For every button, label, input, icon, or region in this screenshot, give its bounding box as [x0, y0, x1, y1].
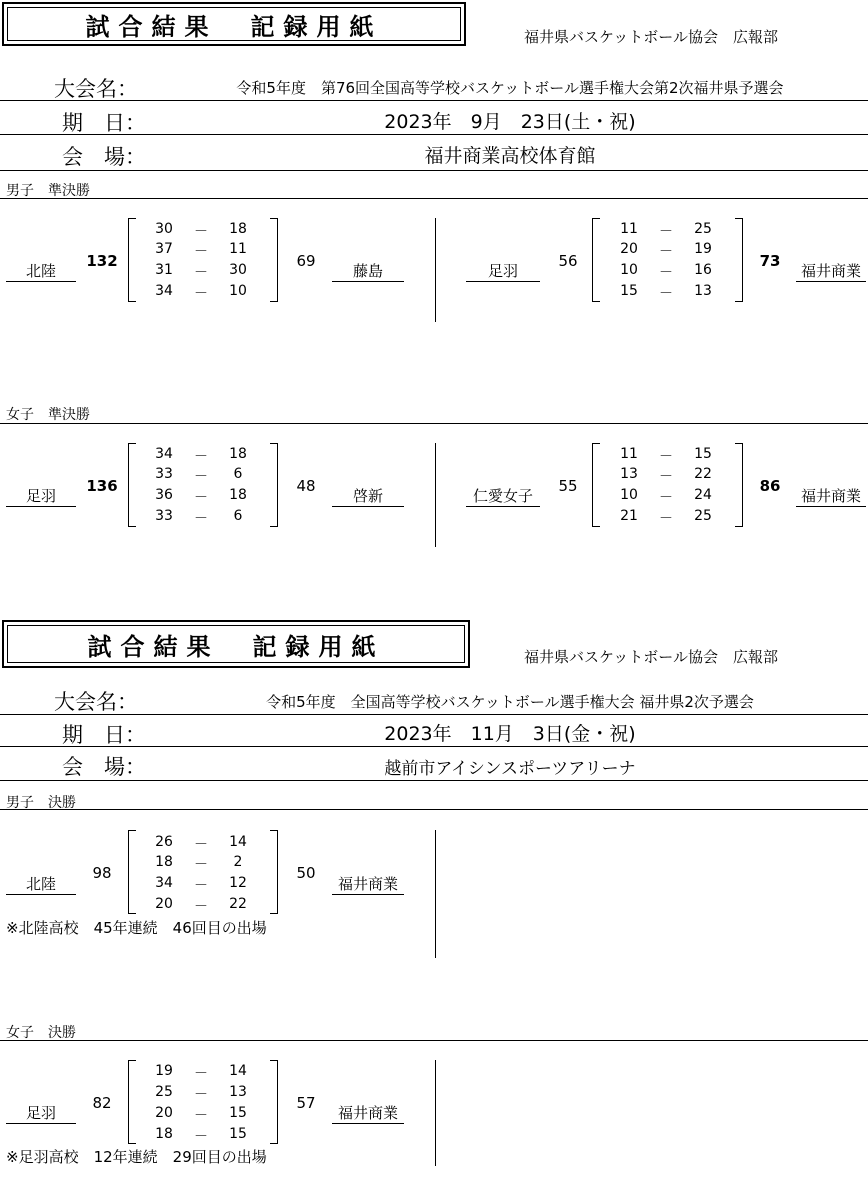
- total-score: 57: [296, 1094, 316, 1112]
- right-bracket: [270, 218, 278, 302]
- team-name: 啓新: [332, 487, 404, 507]
- total-score: 132: [86, 252, 118, 270]
- total-score: 55: [558, 477, 578, 495]
- game-separator: [435, 443, 436, 547]
- divider: [0, 100, 868, 101]
- quarter-score: 20 － 19: [620, 241, 712, 260]
- team-name: 仁愛女子: [466, 487, 540, 507]
- sheet1-venue: 福井商業高校体育館: [424, 145, 596, 167]
- quarter-score: 30 － 18: [155, 221, 247, 240]
- section-heading: 女子 準決勝: [6, 407, 90, 423]
- quarter-score: 19 － 14: [155, 1063, 247, 1082]
- sheet1-title-box: [2, 2, 466, 46]
- quarter-score: 11 － 25: [620, 221, 712, 240]
- team-name: 福井商業: [796, 487, 866, 507]
- team-name: 足羽: [6, 1104, 76, 1124]
- divider: [0, 1040, 868, 1041]
- total-score: 56: [558, 252, 578, 270]
- left-bracket: [128, 443, 136, 527]
- left-bracket: [592, 443, 600, 527]
- total-score: 69: [296, 252, 316, 270]
- total-score: 136: [86, 477, 118, 495]
- quarter-score: 10 － 24: [620, 487, 712, 506]
- team-name: 藤島: [332, 262, 404, 282]
- sheet1-venue-label: 会 場：: [62, 145, 146, 169]
- sheet2-venue-label: 会 場：: [62, 755, 146, 779]
- team-name: 北陸: [6, 875, 76, 895]
- sheet2-date: 2023年 11月 3日(金・祝): [384, 723, 636, 745]
- total-score: 73: [759, 252, 781, 270]
- section-heading: 男子 決勝: [6, 795, 76, 811]
- quarter-score: 34 － 18: [155, 446, 247, 465]
- team-name: 足羽: [466, 262, 540, 282]
- team-name: 足羽: [6, 487, 76, 507]
- left-bracket: [128, 1060, 136, 1144]
- sheet2-title: 試合結果 記録用紙: [87, 632, 385, 661]
- sheet2-organization: 福井県バスケットボール協会 広報部: [524, 648, 778, 666]
- left-bracket: [128, 830, 136, 914]
- total-score: 48: [296, 477, 316, 495]
- sheet2-title-box: [2, 620, 470, 668]
- game-separator: [435, 830, 436, 958]
- divider: [0, 134, 868, 135]
- divider: [0, 198, 868, 199]
- quarter-score: 11 － 15: [620, 446, 712, 465]
- quarter-score: 34 － 10: [155, 283, 247, 302]
- quarter-score: 18 － 15: [155, 1126, 247, 1145]
- team-name: 北陸: [6, 262, 76, 282]
- total-score: 86: [759, 477, 781, 495]
- sheet1-date-label: 期 日：: [62, 111, 146, 135]
- sheet1-organization: 福井県バスケットボール協会 広報部: [524, 28, 778, 46]
- divider: [0, 423, 868, 424]
- quarter-score: 25 － 13: [155, 1084, 247, 1103]
- quarter-score: 10 － 16: [620, 262, 712, 281]
- divider: [0, 809, 868, 810]
- divider: [0, 170, 868, 171]
- quarter-score: 36 － 18: [155, 487, 247, 506]
- right-bracket: [735, 218, 743, 302]
- sheet1-title: 試合結果 記録用紙: [85, 12, 383, 41]
- sheet2-date-label: 期 日：: [62, 723, 146, 747]
- quarter-score: 34 － 12: [155, 875, 247, 894]
- quarter-score: 33 － 6: [155, 466, 243, 485]
- game-separator: [435, 1060, 436, 1166]
- quarter-score: 21 － 25: [620, 508, 712, 527]
- divider: [0, 746, 868, 747]
- appearance-note: ※足羽高校 12年連続 29回目の出場: [6, 1148, 267, 1166]
- quarter-score: 20 － 15: [155, 1105, 247, 1124]
- game-separator: [435, 218, 436, 322]
- quarter-score: 13 － 22: [620, 466, 712, 485]
- quarter-score: 15 － 13: [620, 283, 712, 302]
- section-heading: 女子 決勝: [6, 1025, 76, 1041]
- right-bracket: [270, 1060, 278, 1144]
- sheet1-date: 2023年 9月 23日(土・祝): [384, 111, 636, 133]
- divider: [0, 714, 868, 715]
- section-heading: 男子 準決勝: [6, 183, 90, 199]
- total-score: 98: [92, 864, 112, 882]
- right-bracket: [270, 830, 278, 914]
- quarter-score: 31 － 30: [155, 262, 247, 281]
- quarter-score: 20 － 22: [155, 896, 247, 915]
- total-score: 50: [296, 864, 316, 882]
- quarter-score: 33 － 6: [155, 508, 243, 527]
- sheet2-venue: 越前市アイシンスポーツアリーナ: [384, 759, 636, 779]
- appearance-note: ※北陸高校 45年連続 46回目の出場: [6, 919, 267, 937]
- quarter-score: 18 － 2: [155, 854, 243, 873]
- team-name: 福井商業: [332, 875, 404, 895]
- left-bracket: [128, 218, 136, 302]
- left-bracket: [592, 218, 600, 302]
- sheet2-event-name: 令和5年度 全国高等学校バスケットボール選手権大会 福井県2次予選会: [266, 693, 754, 711]
- sheet1-event-label: 大会名：: [54, 77, 138, 101]
- quarter-score: 26 － 14: [155, 834, 247, 853]
- sheet2-event-label: 大会名：: [54, 690, 138, 714]
- quarter-score: 37 － 11: [155, 241, 247, 260]
- team-name: 福井商業: [796, 262, 866, 282]
- sheet1-event-name: 令和5年度 第76回全国高等学校バスケットボール選手権大会第2次福井県予選会: [236, 79, 784, 97]
- total-score: 82: [92, 1094, 112, 1112]
- right-bracket: [270, 443, 278, 527]
- team-name: 福井商業: [332, 1104, 404, 1124]
- divider: [0, 780, 868, 781]
- right-bracket: [735, 443, 743, 527]
